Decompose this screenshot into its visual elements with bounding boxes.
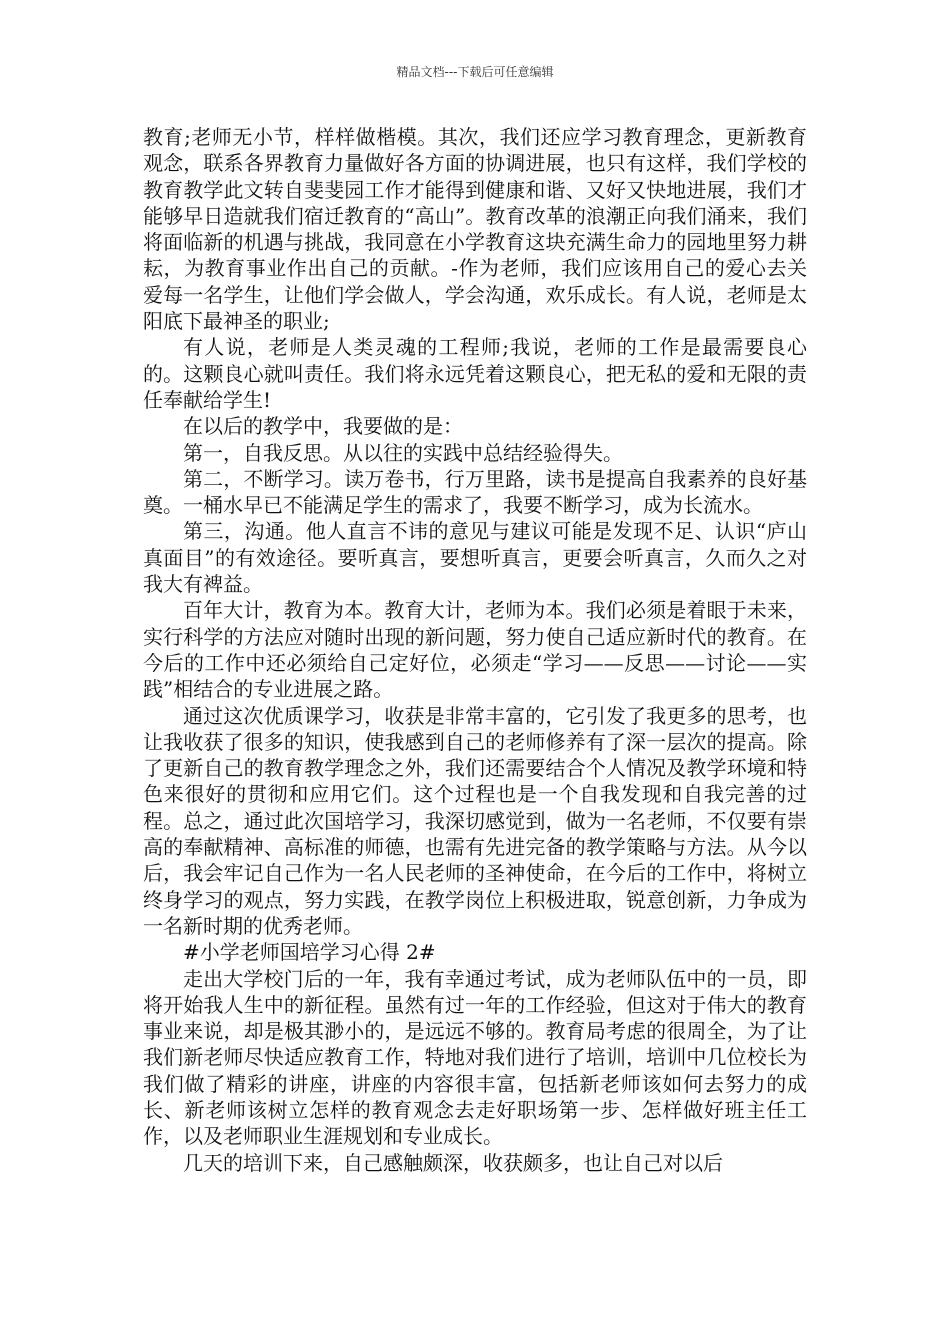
paragraph: 第三，沟通。他人直言不讳的意见与建议可能是发现不足、认识“庐山真面目”的有效途径。要听真言，要想听真言，更要会听真言，久而久之对我大有裨益。	[143, 519, 807, 597]
paragraph: 几天的培训下来，自己感触颇深，收获颇多，也让自己对以后	[183, 1150, 723, 1175]
paragraph: 第一，自我反思。从以往的实践中总结经验得失。	[183, 440, 623, 465]
paragraph: 走出大学校门后的一年，我有幸通过考试，成为老师队伍中的一员，即将开始我人生中的新征程。虽然有过一年的工作经验，但这对于伟大的教育事业来说，却是极其渺小的，是远远不够的。教育局考虑的很周全，为了让我们新老师尽快适应教育工作，特地对我们进行了培训，培训中几位校长为我们做了精彩的讲座，讲座的内容很丰富，包括新老师该如何去努力的成长、新老师该树立怎样的教育观念去走好职场第一步、怎样做好班主任工作，以及老师职业生涯规划和专业成长。	[143, 966, 807, 1149]
document-body	[143, 124, 807, 1176]
paragraph: 通过这次优质课学习，收获是非常丰富的，它引发了我更多的思考，也让我收获了很多的知识，使我感到自己的老师修养有了深一层次的提高。除了更新自己的教育教学理念之外，我们还需要结合个人情况及教学环境和特色来很好的贯彻和应用它们。这个过程也是一个自我发现和自我完善的过程。总之，通过此次国培学习，我深切感觉到，做为一名老师，不仅要有崇高的奉献精神、高标准的师德，也需有先进完备的教学策略与方法。从今以后，我会牢记自己作为一名人民老师的圣神使命，在今后的工作中，将树立终身学习的观点，努力实践，在教学岗位上积极进取，锐意创新，力争成为一名新时期的优秀老师。	[143, 703, 807, 938]
paragraph: 第二，不断学习。读万卷书，行万里路，读书是提高自我素养的良好基奠。一桶水早已不能满足学生的需求了，我要不断学习，成为长流水。	[143, 466, 807, 518]
paragraph: 教育;老师无小节，样样做楷模。其次，我们还应学习教育理念，更新教育观念，联系各界教育力量做好各方面的协调进展，也只有这样，我们学校的教育教学此文转自斐斐园工作才能得到健康和谐、又好又快地进展，我们才能够早日造就我们宿迁教育的“高山”。教育改革的浪潮正向我们涌来，我们将面临新的机遇与挑战，我同意在小学教育这块充满生命力的园地里努力耕耘，为教育事业作出自己的贡献。-作为老师，我们应该用自己的爱心去关爱每一名学生，让他们学会做人，学会沟通，欢乐成长。有人说，老师是太阳底下最神圣的职业;	[143, 125, 807, 334]
paragraph: 有人说，老师是人类灵魂的工程师;我说，老师的工作是最需要良心的。这颗良心就叫责任。我们将永远凭着这颗良心，把无私的爱和无限的责任奉献给学生!	[143, 335, 807, 412]
paragraph: 在以后的教学中，我要做的是：	[183, 414, 463, 439]
page-header: 精品文档---下载后可任意编辑	[396, 65, 554, 79]
paragraph: 百年大计，教育为本。教育大计，老师为本。我们必须是着眼于未来，实行科学的方法应对随时出现的新问题，努力使自己适应新时代的教育。在今后的工作中还必须给自己定好位，必须走“学习——反思——讨论——实践”相结合的专业进展之路。	[143, 598, 807, 702]
paragraph: #小学老师国培学习心得 2#	[183, 940, 436, 965]
